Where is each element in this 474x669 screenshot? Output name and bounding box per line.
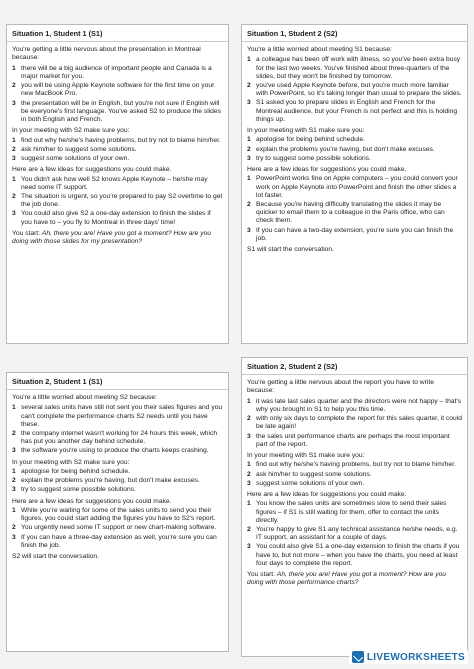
reasons-list xyxy=(12,404,223,455)
list-item: 3 the presentation will be in English, but you're not sure if English will be everyone's first language. You've asked S2 to produce the slides in both English and French. xyxy=(12,99,221,124)
list-item: 1 apologise for being behind schedule. xyxy=(12,468,130,476)
list-item: 1 a colleague has been off work with illness, so you've been extra busy for the last two weeks. You've finished about three-quarters of the slides, but they won't be finished by tomorrow. xyxy=(247,56,461,80)
reasons-list xyxy=(247,56,462,124)
list-item: 1 several sales units have still not sent you their sales figures and you can't complete the performance charts S2 needs until you have these. xyxy=(12,404,223,428)
list-item: 3 S1 asked you to prepare slides in English and French for the Montreal audience, but your French is not perfect and this is holding things up. xyxy=(247,99,458,123)
list-item: 3 the sales unit performance charts are perhaps the most important part of the report. xyxy=(247,432,450,448)
list-item: 3 suggest some solutions of your own. xyxy=(247,479,365,487)
closing-text: You start: Ah, there you are! Have you got a moment? How are you doing with those slides for my presentation? xyxy=(12,229,212,246)
list-item: 2 ask him/her to suggest some solutions. xyxy=(12,145,137,153)
list-item: 1 apologise for being behind schedule. xyxy=(247,136,365,144)
list-item: 3 You could also give S2 a one-day extension to finish the slides if you have to – you fly to Montreal in three days' time! xyxy=(12,210,211,226)
list-item: 1 While you're waiting for some of the sales units to send you their figures, you could start adding the figures you have to S2's report. xyxy=(12,507,216,523)
reasons-list xyxy=(247,398,462,449)
list-item: 3 try to suggest some possible solutions. xyxy=(247,154,371,162)
meeting-list xyxy=(247,136,462,163)
ideas-heading: Here are a few ideas for suggestions you could make. xyxy=(247,166,407,174)
list-item: 1 it was late last sales quarter and the directors were not happy – that's why you brought in S1 to help you this time. xyxy=(247,397,461,414)
intro-text: You're getting a little nervous about the presentation in Montreal because: xyxy=(12,46,201,62)
ideas-list xyxy=(12,507,223,550)
reasons-list xyxy=(12,65,223,124)
closing-text: You start: Ah, there you are! Have you got a moment? How are you doing with those performance charts? xyxy=(247,571,447,587)
logo-text: LIVEWORKSHEETS xyxy=(366,651,465,663)
ideas-list xyxy=(247,175,462,243)
list-item: 2 you've used Apple Keynote before, but you're much more familiar with PowerPoint, so it's taking longer than usual to prepare the slides. xyxy=(247,82,462,98)
list-item: 2 explain the problems you're having, but don't make excuses. xyxy=(247,145,435,153)
list-item: 3 try to suggest some possible solutions. xyxy=(12,486,136,494)
card-situation2-student2 xyxy=(241,357,468,657)
list-item: 1 You know the sales units are sometimes slow to send their sales figures – if S1 is still waiting for them, offer to contact the units directly. xyxy=(247,500,447,524)
intro-text: You're a little worried about meeting S1 because: xyxy=(247,46,392,53)
list-item: 1 You didn't ask how well S2 knows Apple Keynote – he/she may need some IT support. xyxy=(12,175,208,191)
ideas-heading: Here are a few ideas for suggestions you could make. xyxy=(247,491,407,499)
list-item: 2 you will be using Apple Keynote software for the first time on your new MacBook Pro. xyxy=(12,82,215,98)
card-title: Situation 1, Student 2 (S2) xyxy=(247,29,462,42)
meeting-list xyxy=(12,468,223,495)
list-item: 2 with only six days to complete the report for this sales quarter, it could be late again! xyxy=(247,415,462,431)
checkmark-icon xyxy=(352,651,364,663)
list-item: 1 PowerPoint works fine on Apple computers – you could convert your work on Apple Keynote into PowerPoint and finish the other slides a lot faster. xyxy=(247,175,458,199)
list-item: 2 Because you're having difficulty translating the slides it may be quicker to email them to a colleague in the Paris office, who can check them. xyxy=(247,201,445,225)
closing-text: S1 will start the conversation. xyxy=(247,246,334,254)
meeting-heading: In your meeting with S1 make sure you: xyxy=(247,127,365,135)
list-item: 1 find out why he/she's having problems, but try not to blame him/her. xyxy=(12,136,221,144)
list-item: 2 You're happy to give S1 any technical assistance he/she needs, e.g. IT support, an assistant for a couple of days. xyxy=(247,526,458,542)
card-title: Situation 2, Student 2 (S2) xyxy=(247,362,462,375)
ideas-heading: Here are a few ideas for suggestions you could make. xyxy=(12,166,172,174)
list-item: 1 find out why he/she's having problems, but try not to blame him/her. xyxy=(247,461,456,469)
list-item: 2 The situation is urgent, so you're prepared to pay S2 overtime to get the job done. xyxy=(12,193,223,209)
meeting-list xyxy=(247,461,462,488)
card-title: Situation 2, Student 1 (S1) xyxy=(12,377,223,390)
card-situation1-student2 xyxy=(241,24,468,344)
list-item: 2 the company internet wasn't working for 24 hours this week, which has put you another day behind schedule. xyxy=(12,430,218,446)
closing-text: S2 will start the conversation. xyxy=(12,553,99,561)
meeting-heading: In your meeting with S1 make sure you: xyxy=(247,452,365,460)
card-situation2-student1 xyxy=(6,372,229,652)
intro-text: You're getting a little nervous about the report you have to write because: xyxy=(247,379,434,395)
list-item: 3 If you can have a three-day extension as well, you're sure you can finish the job. xyxy=(12,533,217,549)
card-situation1-student1 xyxy=(6,24,229,344)
ideas-heading: Here are a few ideas for suggestions you could make. xyxy=(12,497,172,505)
card-title: Situation 1, Student 1 (S1) xyxy=(12,29,223,42)
ideas-list xyxy=(247,500,462,568)
list-item: 3 the software you're using to produce the charts keeps crashing. xyxy=(12,447,209,455)
meeting-heading: In your meeting with S2 make sure you: xyxy=(12,458,130,466)
ideas-list xyxy=(12,176,223,227)
list-item: 2 ask him/her to suggest some solutions. xyxy=(247,470,372,478)
list-item: 1 there will be a big audience of important people and Canada is a major market for you. xyxy=(12,64,212,81)
list-item: 2 explain the problems you're having, but don't make excuses. xyxy=(12,477,200,485)
list-item: 3 You could also give S1 a one-day extension to finish the charts if you have to, but not more – when you have the charts, you need at least four days to complete the report. xyxy=(247,543,460,567)
liveworksheets-logo[interactable] xyxy=(349,650,468,664)
list-item: 3 If you can have a two-day extension, you're sure you can finish the job. xyxy=(247,226,454,242)
meeting-list xyxy=(12,137,223,164)
meeting-heading: In your meeting with S2 make sure you: xyxy=(12,127,130,135)
intro-text: You're a little worried about meeting S2 because: xyxy=(12,394,157,401)
list-item: 2 You urgently need some IT support or new chart-making software. xyxy=(12,524,217,532)
list-item: 3 suggest some solutions of your own. xyxy=(12,155,130,163)
